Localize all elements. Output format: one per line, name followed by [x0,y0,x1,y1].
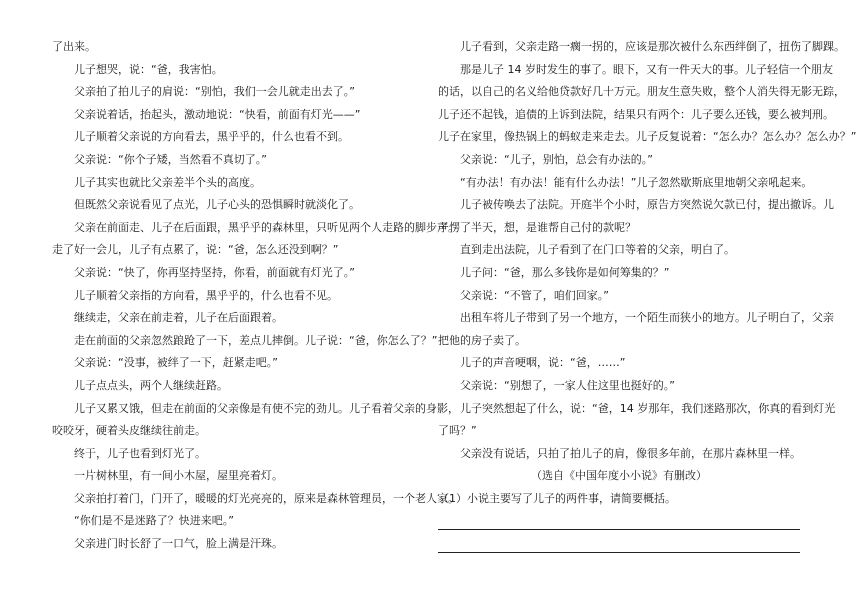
text-line: 父亲说：“儿子，别怕，总会有办法的。” [460,152,653,166]
text-line: 儿子看到，父亲走路一瘸一拐的，应该是那次被什么东西绊倒了，扭伤了脚踝。 [460,40,845,53]
text-line: 儿子的声音哽咽，说：“爸，……” [460,356,626,370]
text-line: 父亲在前面走、儿子在后面跟，黑乎乎的森林里，只听见两个人走路的脚步声。 [74,220,459,234]
text-line: 父亲说：“快了，你再坚持坚持，你看，前面就有灯光了。” [74,265,355,279]
text-line: 儿子其实也就比父亲差半个头的高度。 [74,175,261,189]
text-line: 但既然父亲说看见了点光，儿子心头的恐惧瞬时就淡化了。 [74,198,360,212]
text-line: 了出来。 [52,40,96,53]
text-line: 的话，以自己的名义给他贷款好几十万元。朋友生意失败，整个人消失得无影无踪， [438,85,845,99]
text-line: 父亲进门时长舒了一口气，脸上满是汗珠。 [74,537,283,551]
text-line: 儿子在家里，像热锅上的蚂蚁走来走去。儿子反复说着：“怎么办？怎么办？怎么办？” [438,130,857,144]
text-line: 咬咬牙，硬着头皮继续往前走。 [52,424,206,438]
text-line: 了吗？” [438,424,477,438]
text-line: 儿子问：“爸，那么多钱你是如何筹集的？” [460,265,670,279]
text-line: “你们是不是迷路了？快进来吧。” [74,514,234,528]
text-line: 儿子想哭，说：“爸，我害怕。 [74,62,223,76]
text-line: 儿子点点头，两个人继续赶路。 [74,378,228,392]
text-line: 父亲说：“你个子矮，当然看不真切了。” [74,152,267,166]
text-line: 儿子突然想起了什么，说：“爸，14 岁那年，我们迷路那次，你真的看到灯光 [460,401,836,415]
answer-line-1[interactable] [438,510,800,533]
question-1: （1）小说主要写了儿子的两件事，请简要概括。 [438,491,676,505]
text-line: 终于，儿子也看到灯光了。 [74,446,206,460]
text-line: 继续走，父亲在前走着，儿子在后面跟着。 [74,311,283,325]
text-line: 父亲说：“不管了，咱们回家。” [460,288,609,302]
text-line: 父亲没有说话，只拍了拍儿子的肩，像很多年前，在那片森林里一样。 [460,446,801,460]
text-line: 一片树林里，有一间小木屋，屋里亮着灯。 [74,469,283,483]
text-line: 父亲说：“别想了，一家人住这里也挺好的。” [460,378,675,392]
text-line: 儿子被传唤去了法院。开庭半个小时，原告方突然说欠款已付，提出撤诉。儿 [460,198,834,212]
right-column [438,36,857,556]
text-line: 走了好一会儿，儿子有点累了，说：“爸，怎么还没到啊？” [52,243,339,257]
text-line: 儿子顺着父亲说的方向看去，黑乎乎的，什么也看不到。 [74,130,349,144]
text-line: 父亲说着话，抬起头，激动地说：“快看，前面有灯光——” [74,107,361,121]
text-line: “有办法！有办法！能有什么办法！”儿子忽然歇斯底里地朝父亲吼起来。 [460,175,813,189]
text-line: 父亲拍打着门，门开了，暖暖的灯光亮亮的，原来是森林管理员，一个老人家。 [74,491,459,505]
text-line: 父亲拍了拍儿子的肩说：“别怕，我们一会儿就走出去了。” [74,85,355,99]
text-line: 那是儿子 14 岁时发生的事了。眼下，又有一件天大的事。儿子轻信一个朋友 [460,62,833,76]
text-line: 儿子又累又饿，但走在前面的父亲像是有使不完的劲儿。儿子看着父亲的身影， [74,401,459,415]
answer-line-2[interactable] [438,533,800,556]
text-line: 把他的房子卖了。 [438,333,526,347]
text-line: 走在前面的父亲忽然踉跄了一下，差点儿摔倒。儿子说：“爸，你怎么了？” [74,333,438,347]
text-line: 父亲说：“没事，被绊了一下，赶紧走吧。” [74,356,278,370]
text-line: 儿子还不起钱，追债的上诉到法院，结果只有两个：儿子要么还钱，要么被判刑。 [438,107,834,121]
text-line: 子愣了半天，想，是谁帮自己付的款呢？ [438,220,636,234]
text-line: 儿子顺着父亲指的方向看，黑乎乎的，什么也看不见。 [74,288,338,302]
text-line: 直到走出法院，儿子看到了在门口等着的父亲，明白了。 [460,243,735,257]
text-line: 出租车将儿子带到了另一个地方，一个陌生而狭小的地方。儿子明白了，父亲 [460,311,834,325]
source-note: （选自《中国年度小小说》有删改） [531,469,707,483]
